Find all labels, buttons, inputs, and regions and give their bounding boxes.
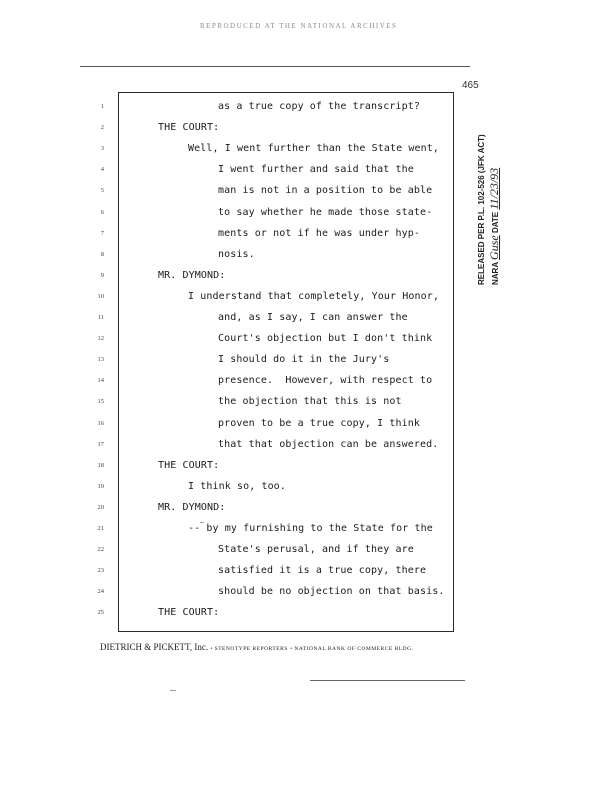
release-stamp-date-label: DATE (491, 211, 500, 234)
transcript-line: THE COURT: (158, 607, 220, 619)
line-number: 17 (97, 440, 104, 448)
transcript-line: to say whether he made those state- (218, 206, 433, 218)
line-number: 3 (100, 145, 104, 153)
line-number: 20 (97, 503, 104, 511)
transcript-line: Court's objection but I don't think (218, 333, 433, 345)
transcript-line: MR. DYMOND: (158, 269, 226, 281)
line-number: 15 (97, 398, 104, 406)
line-number: 12 (97, 335, 104, 343)
transcript-line: I should do it in the Jury's (218, 354, 390, 366)
scan-speck (170, 690, 176, 691)
transcript-line: I went further and said that the (218, 164, 414, 176)
footer-service: STENOTYPE REPORTERS (214, 646, 288, 652)
transcript-line: proven to be a true copy, I think (218, 417, 420, 429)
release-stamp-line1: RELEASED PER P.L. 102-526 (JFK ACT) (477, 134, 486, 285)
line-number: 13 (97, 356, 104, 364)
transcript-line: I understand that completely, Your Honor, (188, 290, 439, 302)
line-number: 8 (100, 250, 104, 258)
line-number: 5 (100, 187, 104, 195)
transcript-line: MR. DYMOND: (158, 501, 226, 513)
transcript-line: that that objection can be answered. (218, 438, 439, 450)
transcript-line: State's perusal, and if they are (218, 544, 414, 556)
release-stamp-signature: Guse (487, 235, 501, 260)
top-rule (80, 66, 470, 67)
release-stamp (476, 134, 502, 285)
footer: DIETRICH & PICKETT, Inc. • STENOTYPE REPORTERS • NATIONAL BANK OF COMMERCE BLDG. (100, 642, 414, 652)
transcript-line: and, as I say, I can answer the (218, 312, 408, 323)
transcript-line: nosis. (218, 248, 255, 260)
line-number: 11 (97, 314, 104, 321)
line-number: 7 (100, 229, 104, 237)
transcript-line: I think so, too. (188, 480, 286, 492)
release-stamp-nara: NARA (491, 262, 500, 285)
line-number: 2 (100, 124, 104, 132)
transcript-line: THE COURT: (158, 459, 220, 471)
transcript-line: ments or not if he was under hyp- (218, 227, 420, 239)
footer-firm: DIETRICH & PICKETT, Inc. (100, 642, 209, 652)
line-number: 19 (97, 482, 104, 490)
archives-header-stamp: REPRODUCED AT THE NATIONAL ARCHIVES (200, 22, 398, 30)
line-number: 10 (97, 292, 104, 300)
line-number: 24 (97, 588, 104, 596)
footer-rule (310, 680, 465, 681)
footer-address: NATIONAL BANK OF COMMERCE BLDG. (294, 646, 414, 652)
transcript-line: should be no objection on that basis. (218, 586, 445, 598)
transcript-line: Well, I went further than the State went, (188, 143, 439, 155)
transcript-line: presence. However, with respect to (218, 375, 433, 387)
release-stamp-line2 (488, 134, 502, 285)
line-number: 23 (97, 567, 104, 575)
scan-speck (200, 522, 204, 523)
line-number: 6 (100, 208, 104, 216)
line-number: 16 (97, 419, 104, 427)
transcript-line: THE COURT: (158, 122, 220, 134)
line-number: 14 (97, 377, 104, 385)
transcript-line: -- by my furnishing to the State for the (188, 523, 433, 534)
line-number: 18 (97, 461, 104, 469)
transcript-line: satisfied it is a true copy, there (218, 565, 427, 577)
line-number: 21 (97, 525, 104, 532)
transcript-line: the objection that this is not (218, 396, 402, 408)
line-number: 9 (100, 271, 104, 279)
transcript-line: as a true copy of the transcript? (218, 101, 420, 112)
line-number: 1 (100, 103, 104, 110)
transcript-line: man is not in a position to be able (218, 185, 433, 197)
line-number: 4 (100, 166, 104, 174)
line-number: 22 (97, 546, 104, 554)
line-number: 25 (97, 609, 104, 617)
release-stamp-date: 11/23/93 (487, 167, 501, 210)
page-number: 465 (462, 80, 479, 91)
